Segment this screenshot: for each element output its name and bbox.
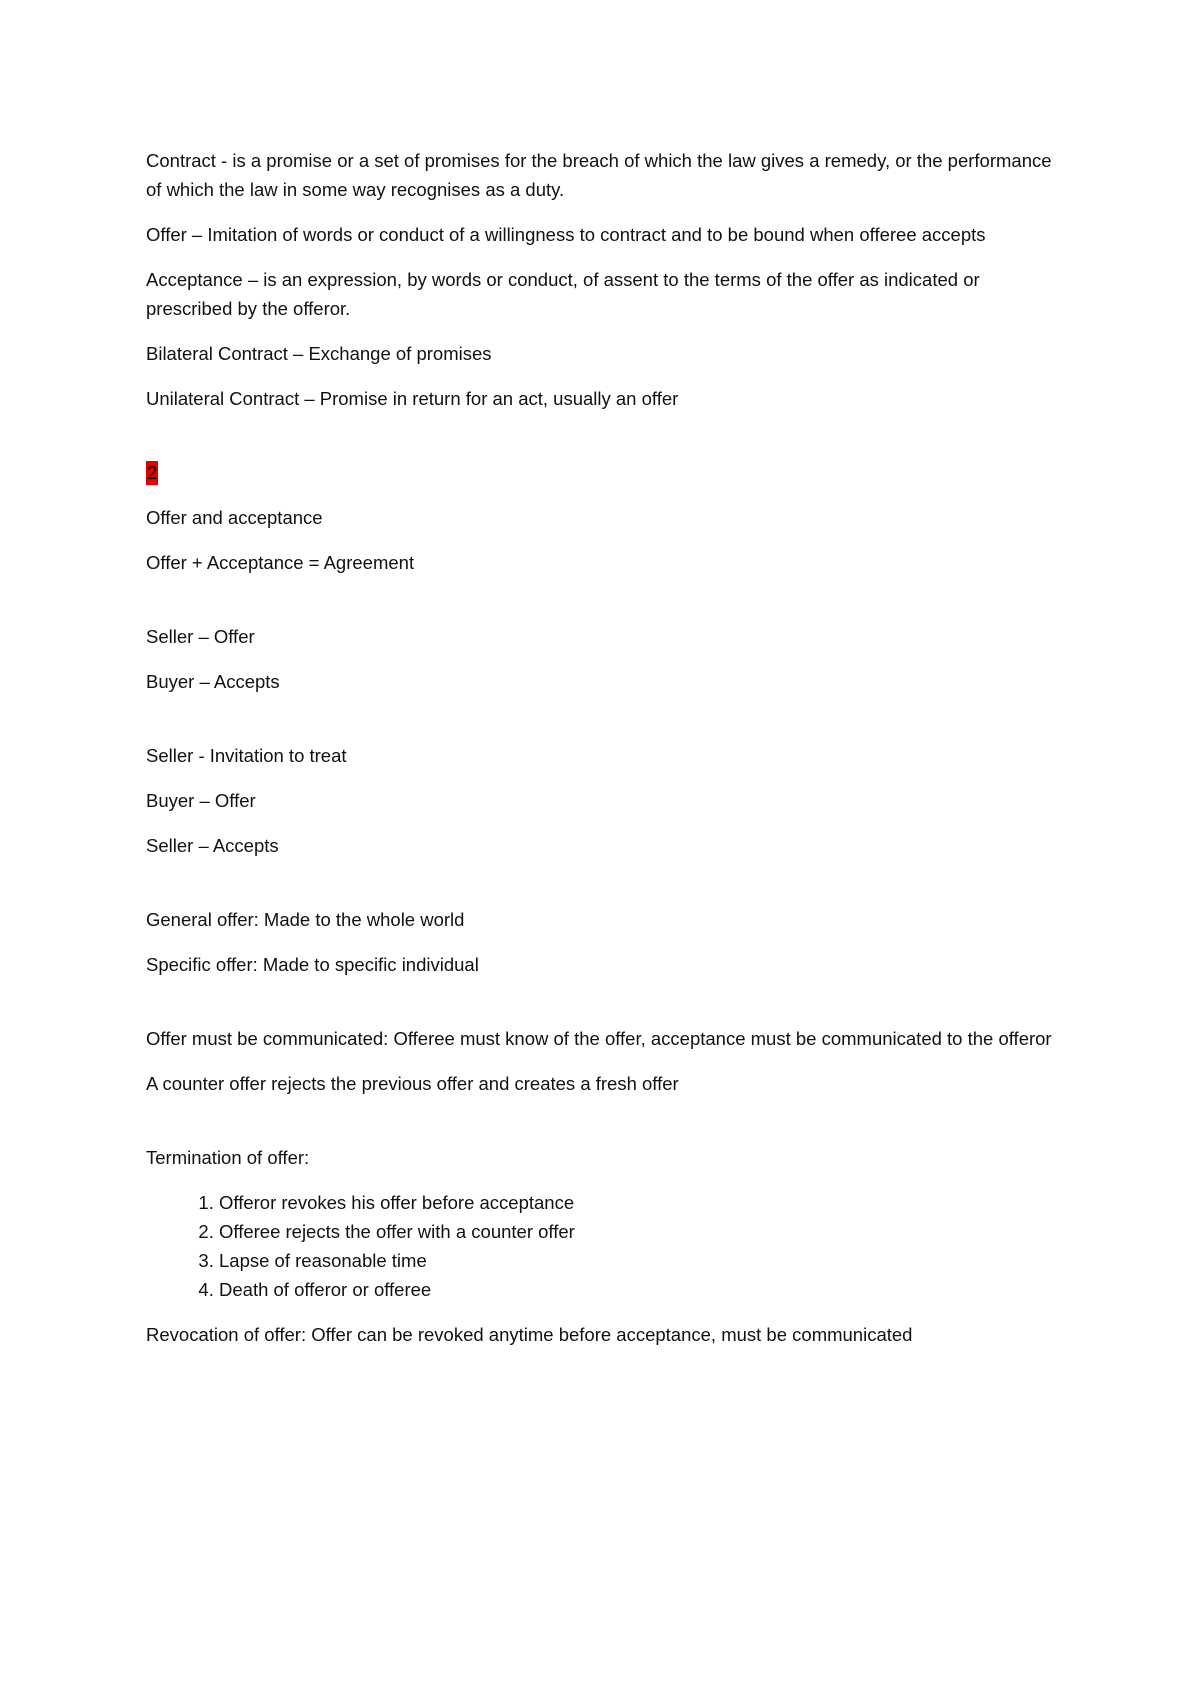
offer-communication: Offer must be communicated: Offeree must know of the offer, acceptance must be communicated to the offeror	[146, 1028, 1052, 1049]
list-item: 4. Death of offeror or offeree	[219, 1275, 1066, 1304]
offer-acceptance-formula: Offer + Acceptance = Agreement	[146, 552, 415, 573]
list-item: 3. Lapse of reasonable time	[219, 1246, 1066, 1275]
scenario-two-seller-invitation: Seller - Invitation to treat	[146, 745, 347, 766]
spacer	[146, 429, 1066, 458]
scenario-one-buyer: Buyer – Accepts	[146, 671, 280, 692]
section-marker: 2	[147, 462, 158, 483]
scenario-two-buyer-offer: Buyer – Offer	[146, 790, 256, 811]
definition-unilateral-contract: Unilateral Contract – Promise in return for an act, usually an offer	[146, 388, 679, 409]
scenario-two-seller-accepts: Seller – Accepts	[146, 835, 279, 856]
termination-list	[146, 1188, 1066, 1304]
scenario-one-seller: Seller – Offer	[146, 626, 255, 647]
revocation-of-offer: Revocation of offer: Offer can be revoked anytime before acceptance, must be communicated	[146, 1324, 913, 1345]
counter-offer: A counter offer rejects the previous offer and creates a fresh offer	[146, 1073, 679, 1094]
spacer	[146, 712, 1066, 741]
definition-bilateral-contract: Bilateral Contract – Exchange of promises	[146, 343, 492, 364]
spacer	[146, 593, 1066, 622]
definition-contract: Contract - is a promise or a set of promises for the breach of which the law gives a remedy, or the performance of which the law in some way recognises as a duty.	[146, 150, 1052, 200]
definition-offer: Offer – Imitation of words or conduct of a willingness to contract and to be bound when offeree accepts	[146, 224, 986, 245]
termination-heading: Termination of offer:	[146, 1147, 310, 1168]
list-item: 1. Offeror revokes his offer before acceptance	[219, 1188, 1066, 1217]
spacer	[146, 995, 1066, 1024]
definition-acceptance: Acceptance – is an expression, by words or conduct, of assent to the terms of the offer as indicated or prescribed by the offeror.	[146, 269, 980, 319]
specific-offer: Specific offer: Made to specific individual	[146, 954, 479, 975]
offer-acceptance-heading: Offer and acceptance	[146, 507, 323, 528]
list-item: 2. Offeree rejects the offer with a counter offer	[219, 1217, 1066, 1246]
spacer	[146, 876, 1066, 905]
general-offer: General offer: Made to the whole world	[146, 909, 465, 930]
document-body	[146, 146, 1066, 1365]
section-marker-line	[146, 458, 1066, 487]
spacer	[146, 1114, 1066, 1143]
